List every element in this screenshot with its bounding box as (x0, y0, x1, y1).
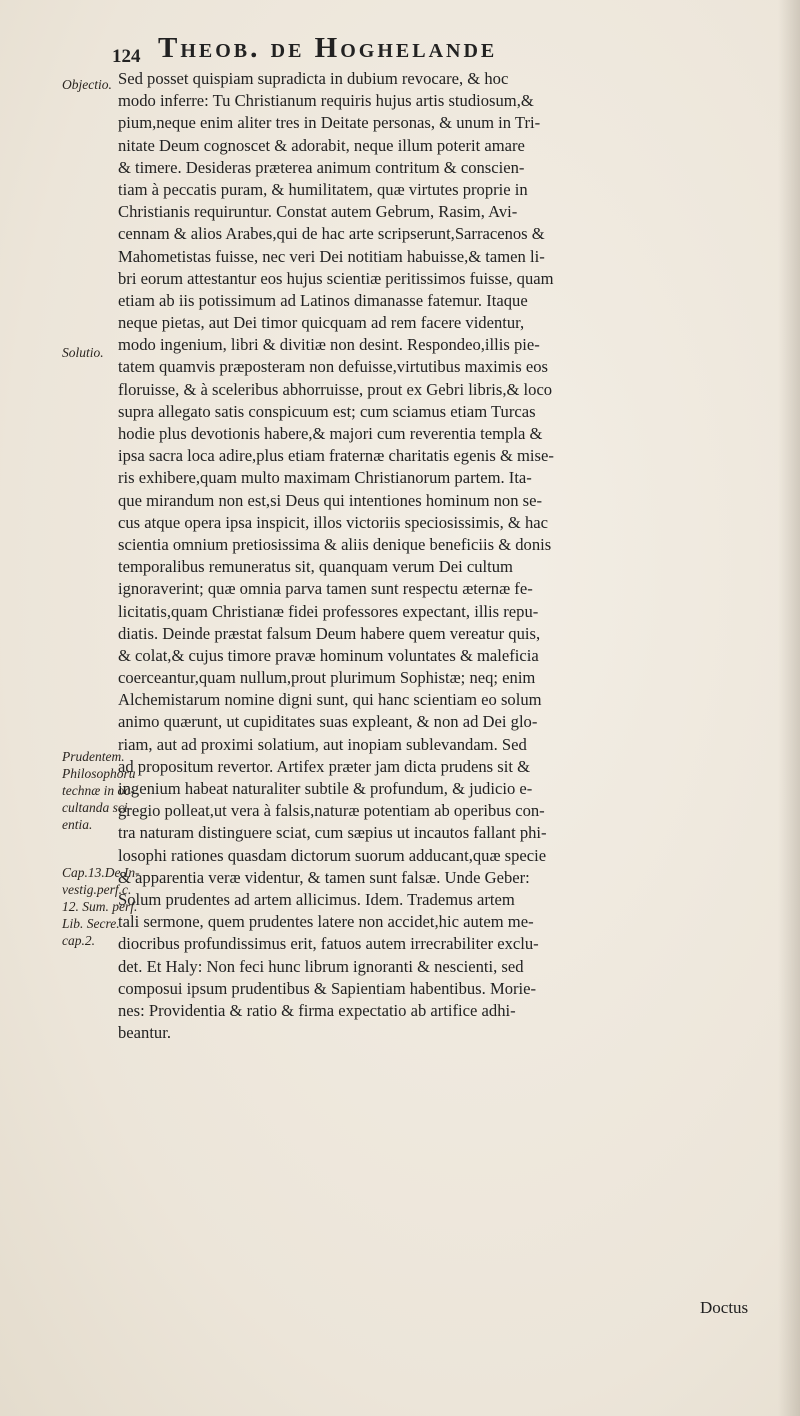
margin-note-line: Prudentem. (62, 749, 125, 764)
text-line: modo inferre: Tu Christianum requiris hujus artis studiosum,& (118, 91, 534, 111)
margin-note-line: Solutio. (62, 345, 104, 360)
running-head: Theob. de Hoghelande (158, 32, 498, 64)
text-line: hodie plus devotionis habere,& majori cum reverentia templa & (118, 424, 543, 443)
text-line: Christianis requiruntur. Constat autem Gebrum, Rasim, Avi- (118, 202, 518, 222)
text-line: temporalibus remuneratus sit, quanquam verum Dei cultum (118, 557, 513, 577)
text-line: det. Et Haly: Non feci hunc librum ignoranti & nescienti, sed (118, 956, 524, 976)
text-line: composui ipsum prudentibus & Sapientiam habentibus. Morie- (118, 978, 537, 998)
text-line: diatis. Deinde præstat falsum Deum habere quem vereatur quis, (118, 623, 541, 643)
text-line: floruisse, & à sceleribus abhorruisse, prout ex Gebri libris,& loco (118, 379, 553, 399)
text-line: scientia omnium pretiosissima & aliis denique beneficiis & donis (118, 534, 552, 554)
text-line: riam, aut ad proximi solatium, aut inopiam sublevandam. Sed (118, 734, 527, 754)
text-line: modo ingenium, libri & divitiæ non desint. Respondeo,illis pie- (118, 335, 540, 355)
margin-note-line: Cap.13.De In- (62, 865, 140, 880)
text-line: & apparentia veræ videntur, & tamen sunt falsæ. Unde Geber: (118, 867, 530, 887)
text-line: gregio polleat,ut vera à falsis,naturæ potentiam ab operibus con- (118, 801, 545, 821)
margin-note-line: cap.2. (62, 933, 95, 948)
margin-note-objectio (62, 76, 112, 93)
text-line: neque pietas, aut Dei timor quicquam ad rem facere videntur, (118, 313, 525, 333)
text-line: beantur. (118, 1023, 171, 1043)
text-line: ipsa sacra loca adire,plus etiam fraternæ charitatis egenis & mise- (118, 446, 554, 466)
text-line: licitatis,quam Christianæ fidei professores expectant, illis repu- (118, 601, 539, 621)
text-line: & colat,& cujus timore pravæ hominum voluntates & maleficia (118, 645, 539, 665)
text-line: tali sermone, quem prudentes latere non accidet,hic autem me- (118, 912, 534, 932)
margin-note-line: vestig.perf.c. (62, 882, 132, 897)
text-line: cus atque opera ipsa inspicit, illos victoriis speciosissimis, & hac (118, 512, 548, 532)
margin-note-line: 12. Sum. perf. (62, 899, 138, 914)
text-line: ingenium habeat naturaliter subtile & profundum, & judicio e- (118, 779, 533, 798)
text-line: nitate Deum cognoscet & adorabit, neque illum poterit amare (118, 135, 525, 155)
text-line: animo quærunt, ut cupiditates suas expleant, & non ad Dei glo- (118, 712, 538, 732)
text-line: etiam ab iis potissimum ad Latinos dimanasse fatemur. Itaque (118, 290, 528, 310)
text-line: ris exhibere,quam multo maximam Christianorum partem. Ita- (118, 468, 532, 488)
text-line: nes: Providentia & ratio & firma expectatio ab artifice adhi- (118, 1000, 516, 1020)
text-line: cennam & alios Arabes,qui de hac arte scripserunt,Sarracenos & (118, 224, 545, 244)
text-line: & timere. Desideras præterea animum contritum & conscien- (118, 157, 525, 177)
text-line: diocribus profundissimus erit, fatuos autem irrecrabiliter exclu- (118, 934, 539, 954)
text-line: pium,neque enim aliter tres in Deitate personas, & unum in Tri- (118, 113, 541, 133)
margin-note-line: entia. (62, 817, 93, 832)
text-line: ignoraverint; quæ omnia parva tamen sunt respectu æternæ fe- (118, 579, 533, 599)
catchword: Doctus (700, 1298, 749, 1317)
margin-note-line: Lib. Secre. (62, 916, 120, 931)
body-text (118, 68, 798, 1044)
text-line: supra allegato satis conspicuum est; cum sciamus etiam Turcas (118, 401, 536, 421)
text-line: tra naturam distinguere sciat, cum sæpius ut incautos fallant phi- (118, 823, 547, 843)
margin-note-line: technæ in oc- (62, 783, 135, 798)
page-header (108, 30, 708, 67)
text-line: bri eorum attestantur eos hujus scientiæ peritissimos fuisse, quam (118, 268, 554, 288)
text-line: tatem quamvis præposteram non defuisse,virtutibus maximis eos (118, 357, 548, 377)
page-number: 124 (112, 46, 141, 67)
text-line: Solum prudentes ad artem allicimus. Idem. Trademus artem (118, 889, 515, 909)
text-line: losophi rationes quasdam dictorum suorum adducant,quæ specie (118, 845, 547, 865)
margin-note-solutio (62, 344, 104, 361)
text-line: Alchemistarum nomine digni sunt, qui hanc scientiam eo solum (118, 690, 542, 710)
margin-note-line: cultanda sci- (62, 800, 133, 815)
text-line: tiam à peccatis puram, & humilitatem, quæ virtutes proprie in (118, 179, 528, 199)
text-line: ad propositum revertor. Artifex præter jam dicta prudens sit & (118, 756, 530, 776)
text-line: coerceantur,quam nullum,prout plurimum Sophistæ; neq; enim (118, 668, 536, 688)
margin-note-line: Objectio. (62, 77, 112, 92)
text-line: que mirandum non est,si Deus qui intentiones hominum non se- (118, 490, 543, 510)
margin-note-line: Philosophoru (62, 766, 136, 781)
text-line: Sed posset quispiam supradicta in dubium revocare, & hoc (118, 69, 509, 88)
text-line: Mahometistas fuisse, nec veri Dei notitiam habuisse,& tamen li- (118, 246, 545, 266)
